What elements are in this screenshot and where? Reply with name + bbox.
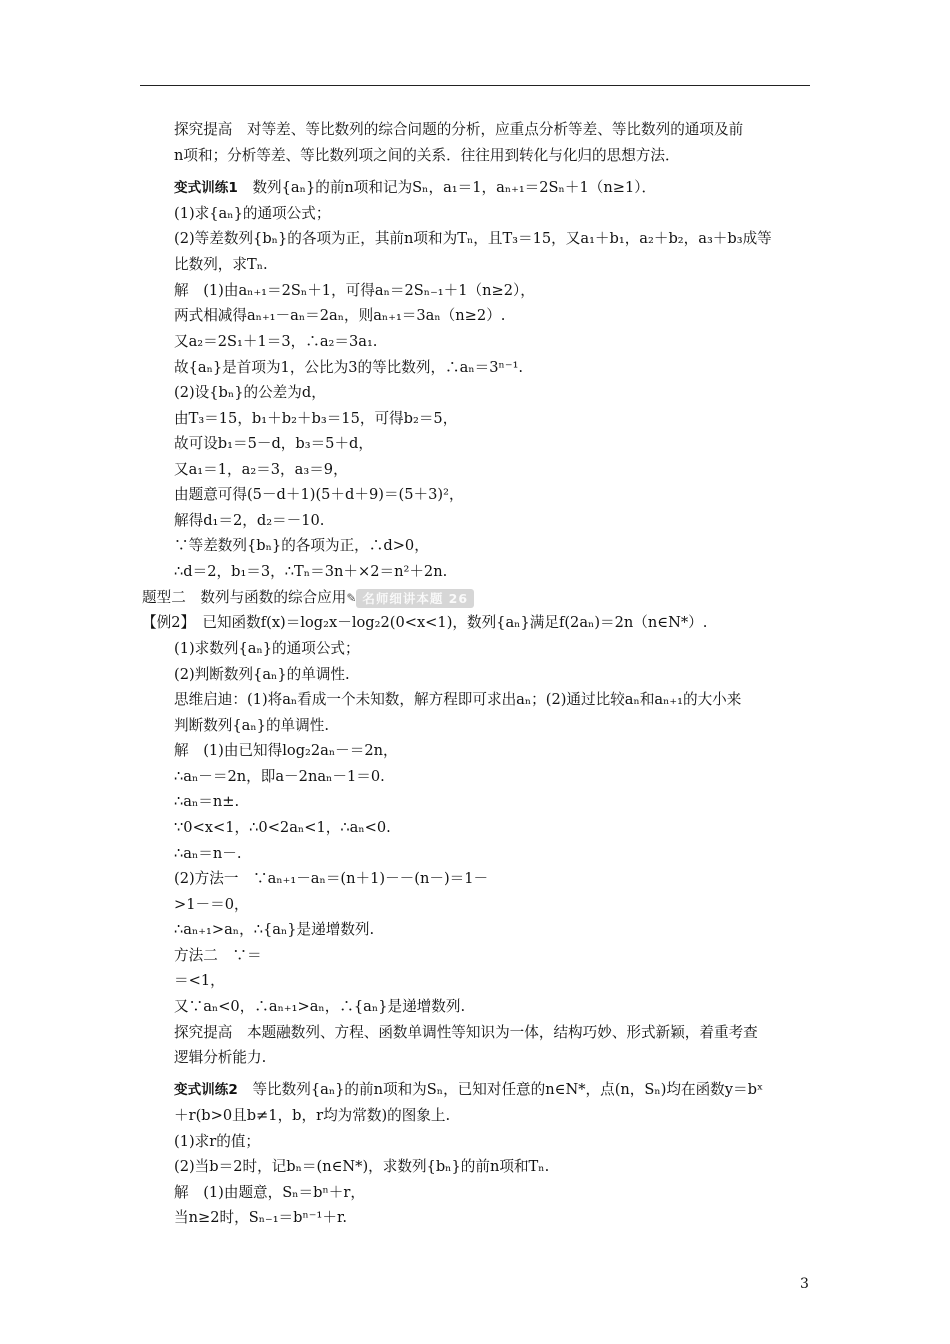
line-text: ∴aₙ₊₁>aₙ，∴{aₙ}是递增数列. xyxy=(174,921,375,938)
text-line xyxy=(174,1106,450,1126)
text-line xyxy=(174,434,373,454)
text-line xyxy=(174,1157,549,1177)
line-text: ∵0<x<1，∴0<2aₙ<1，∴aₙ<0. xyxy=(174,819,391,836)
line-text: 故可设b₁＝5－d，b₃＝5＋d， xyxy=(174,435,373,452)
text-line xyxy=(174,818,391,838)
text-line xyxy=(174,665,350,685)
line-text: 又a₂＝2S₁＋1＝3，∴a₂＝3a₁. xyxy=(174,333,378,350)
line-text: ＝<1， xyxy=(174,972,225,989)
text-line xyxy=(174,536,429,556)
line-text: 探究提高 对等差、等比数列的综合问题的分析，应重点分析等差、等比数列的通项及前 xyxy=(174,121,744,138)
line-text: 又a₁＝1，a₂＝3，a₃＝9， xyxy=(174,461,348,478)
line-text: (1)求数列{aₙ}的通项公式； xyxy=(174,640,360,657)
text-line xyxy=(174,1080,763,1100)
line-text: 比数列，求Tₙ. xyxy=(174,256,268,273)
line-text: 等比数列{aₙ}的前n项和为Sₙ，已知对任意的n∈N*，点(n，Sₙ)均在函数y＝bˣ xyxy=(252,1081,764,1098)
text-line xyxy=(174,895,249,915)
text-line xyxy=(174,920,374,940)
text-line xyxy=(174,1023,758,1043)
text-line xyxy=(174,120,743,140)
line-text: 解 (1)由题意，Sₙ＝bⁿ＋r， xyxy=(174,1184,365,1201)
text-line xyxy=(174,358,523,378)
text-line xyxy=(174,229,772,249)
text-line xyxy=(174,1048,266,1068)
text-line xyxy=(174,639,360,659)
line-text: (2)判断数列{aₙ}的单调性. xyxy=(174,666,350,683)
text-line xyxy=(174,1183,365,1203)
page-number: 3 xyxy=(800,1276,809,1292)
exercise-label: 变式训练1 xyxy=(174,180,238,196)
line-text: 又∵aₙ<0，∴aₙ₊₁>aₙ，∴{aₙ}是递增数列. xyxy=(174,998,466,1015)
text-line xyxy=(174,792,239,812)
line-text: 判断数列{aₙ}的单调性. xyxy=(174,717,329,734)
line-text: 当n≥2时，Sₙ₋₁＝bⁿ⁻¹＋r. xyxy=(174,1209,347,1226)
line-text: 数列{aₙ}的前n项和记为Sₙ，a₁＝1，aₙ₊₁＝2Sₙ＋1（n≥1）． xyxy=(252,179,657,196)
line-text: (2)当b＝2时，记bₙ＝(n∈N*)，求数列{bₙ}的前n项和Tₙ. xyxy=(174,1158,550,1175)
header-rule xyxy=(140,85,810,86)
text-line xyxy=(142,588,474,608)
line-text: 方法二 ∵＝ xyxy=(174,947,262,964)
line-text: (2)设{bₙ}的公差为d， xyxy=(174,384,326,401)
text-line xyxy=(174,1208,347,1228)
line-text: 思维启迪：(1)将aₙ看成一个未知数，解方程即可求出aₙ；(2)通过比较aₙ和aₙ₊₁的大小来 xyxy=(174,691,742,708)
text-line xyxy=(174,306,505,326)
text-line xyxy=(174,690,741,710)
line-text: 解 (1)由aₙ₊₁＝2Sₙ＋1，可得aₙ＝2Sₙ₋₁＋1（n≥2）， xyxy=(174,282,535,299)
text-line xyxy=(174,844,242,864)
line-text: >1－＝0， xyxy=(174,896,249,913)
line-text: ∴aₙ－＝2n，即a－2naₙ－1＝0. xyxy=(174,768,385,785)
text-line xyxy=(174,281,535,301)
line-text: 逻辑分析能力. xyxy=(174,1049,267,1066)
text-line xyxy=(174,741,398,761)
line-text: ＋r(b>0且b≠1，b，r均为常数)的图象上. xyxy=(174,1107,451,1124)
pencil-icon: ✎ xyxy=(346,591,357,605)
text-line xyxy=(174,409,457,429)
text-line xyxy=(142,613,707,633)
line-text: n项和；分析等差、等比数列项之间的关系．往往用到转化与化归的思想方法． xyxy=(174,147,680,164)
line-text: (1)求r的值； xyxy=(174,1133,261,1150)
text-line xyxy=(174,511,324,531)
text-line xyxy=(174,946,262,966)
line-text: ∴aₙ＝n－. xyxy=(174,845,242,862)
text-line xyxy=(174,255,268,275)
text-line xyxy=(174,383,326,403)
line-text: (2)等差数列{bₙ}的各项为正，其前n项和为Tₙ，且T₃＝15，又a₁＋b₁，a₂＋b₂，a₃＋b₃成等 xyxy=(174,230,772,247)
text-line xyxy=(174,485,464,505)
text-line xyxy=(174,716,329,736)
lecture-badge[interactable]: 名师细讲本题 26 xyxy=(356,589,474,608)
text-line xyxy=(174,204,330,224)
text-line xyxy=(174,1132,260,1152)
text-line xyxy=(174,971,225,991)
line-text: 故{aₙ}是首项为1，公比为3的等比数列，∴aₙ＝3ⁿ⁻¹. xyxy=(174,359,524,376)
text-line xyxy=(174,997,465,1017)
exercise-label: 变式训练2 xyxy=(174,1082,238,1098)
text-line xyxy=(174,178,656,198)
text-line xyxy=(174,332,377,352)
text-line xyxy=(174,562,447,582)
line-text: (1)求{aₙ}的通项公式； xyxy=(174,205,331,222)
line-text: ∴d＝2，b₁＝3，∴Tₙ＝3n＋×2＝n²＋2n. xyxy=(174,563,448,580)
line-text: 由T₃＝15，b₁＋b₂＋b₃＝15，可得b₂＝5， xyxy=(174,410,458,427)
text-line xyxy=(174,460,348,480)
line-text: 题型二 数列与函数的综合应用 xyxy=(142,589,347,606)
line-text: 两式相减得aₙ₊₁－aₙ＝2aₙ，则aₙ₊₁＝3aₙ（n≥2）. xyxy=(174,307,506,324)
line-text: ∴aₙ＝n±. xyxy=(174,793,240,810)
text-line xyxy=(174,767,385,787)
line-text: 解 (1)由已知得log₂2aₙ－＝2n， xyxy=(174,742,398,759)
line-text: (2)方法一 ∵aₙ₊₁－aₙ＝(n＋1)－－(n－)＝1－ xyxy=(174,870,489,887)
line-text: 【例2】 已知函数f(x)＝log₂x－log₂2(0<x<1)，数列{aₙ}满足f(2aₙ)＝2n（n∈N*）. xyxy=(142,614,708,631)
text-line xyxy=(174,146,680,166)
line-text: 解得d₁＝2，d₂＝－10. xyxy=(174,512,325,529)
text-line xyxy=(174,869,488,889)
line-text: ∵等差数列{bₙ}的各项为正，∴d>0， xyxy=(174,537,429,554)
line-text: 由题意可得(5－d＋1)(5＋d＋9)＝(5＋3)²， xyxy=(174,486,464,503)
line-text: 探究提高 本题融数列、方程、函数单调性等知识为一体，结构巧妙、形式新颖，着重考查 xyxy=(174,1024,758,1041)
